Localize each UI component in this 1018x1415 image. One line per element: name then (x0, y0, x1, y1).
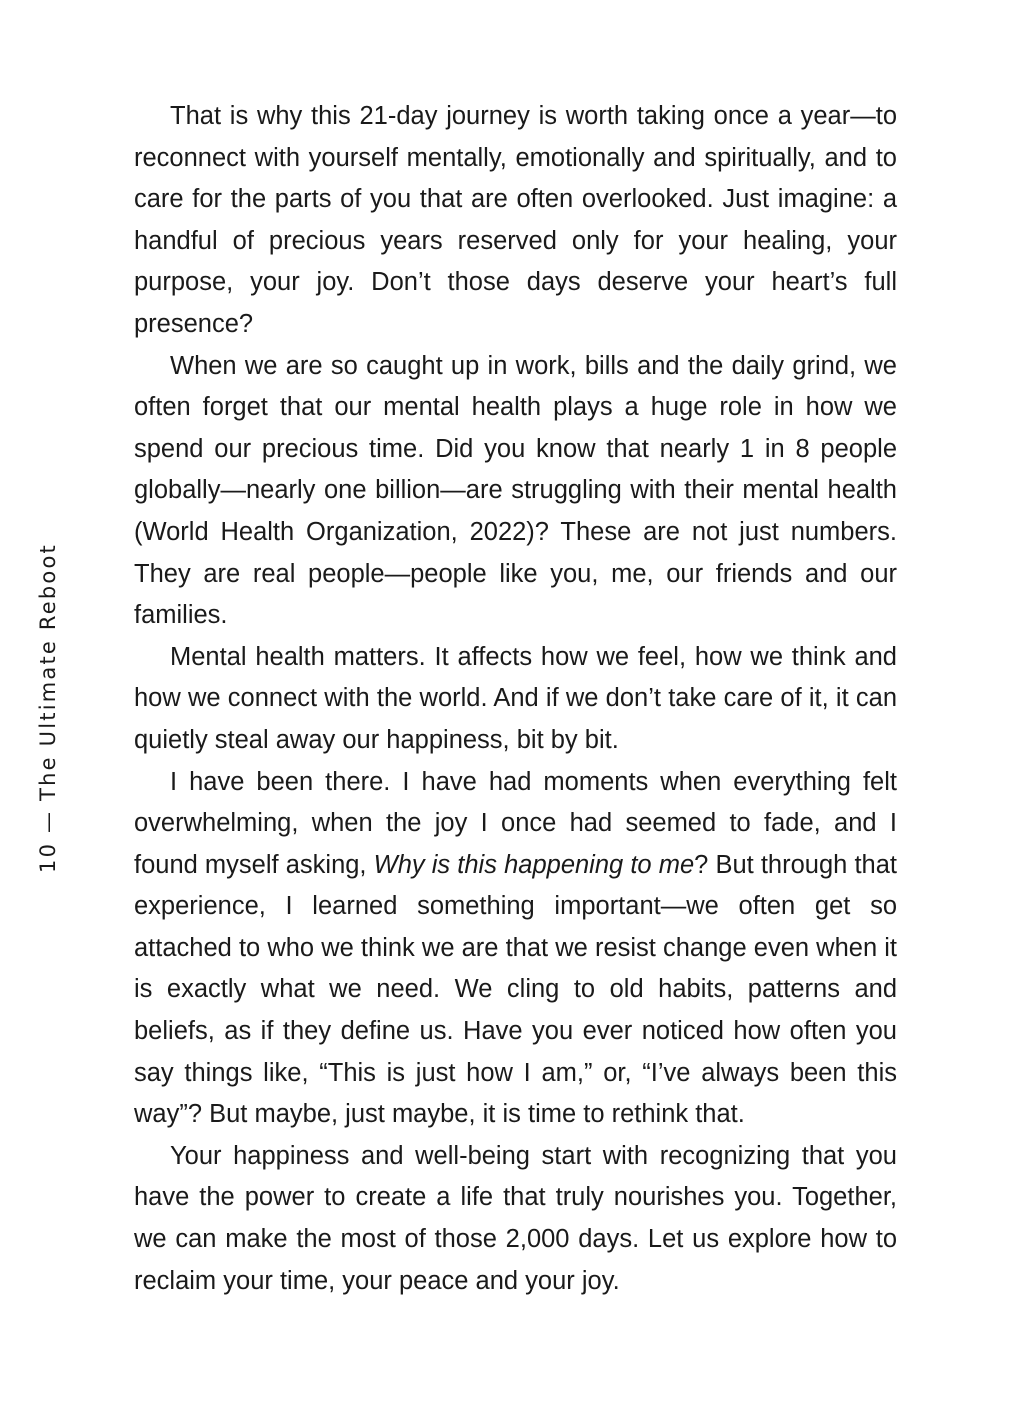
body-text (134, 96, 897, 1302)
running-head: 10 — The Ultimate Reboot (36, 543, 60, 873)
paragraph-3: Mental health matters. It affects how we feel, how we think and how we connect with the world. And if we don’t take care of it, it can quietly steal away our happiness, bit by bit. (134, 642, 897, 754)
paragraph-1: That is why this 21-day journey is worth taking once a year—to reconnect with yourself mentally, emotionally and spiritually, and to care for the parts of you that are often overlooked. Just imagine: a handful of precious years reserved only for your healing, your purpose, your joy. Don’t those days deserve your heart’s full presence? (134, 102, 897, 338)
paragraph-4-text-end: ? But through that experience, I learned something important—we often get so attached to who we think we are that we resist change even when it is exactly what we need. We cling to old habits, patterns and beliefs, as if they define us. Have you ever noticed how often you say things like, “This is just how I am,” or, “I’ve always been this way”? But maybe, just maybe, it is time to rethink that. (134, 850, 897, 1129)
paragraph-5: Your happiness and well-being start with recognizing that you have the power to create a life that truly nourishes you. Together, we can make the most of those 2,000 days. Let us explore how to reclaim your time, your peace and your joy. (134, 1141, 897, 1295)
paragraph-2: When we are so caught up in work, bills and the daily grind, we often forget that our mental health plays a huge role in how we spend our precious time. Did you know that nearly 1 in 8 people globally—nearly one billion—are struggling with their mental health (World Health Organization, 2022)? These are not just numbers. They are real people—people like you, me, our friends and our families. (134, 351, 897, 630)
paragraph-4-text-start: I have been there. I have had moments when everything felt overwhelming, when the joy I once had seemed to fade, and I found myself asking, (134, 767, 897, 879)
paragraph-4 (134, 762, 897, 1136)
paragraph-4-italic-question: Why is this happening to me (373, 850, 695, 879)
